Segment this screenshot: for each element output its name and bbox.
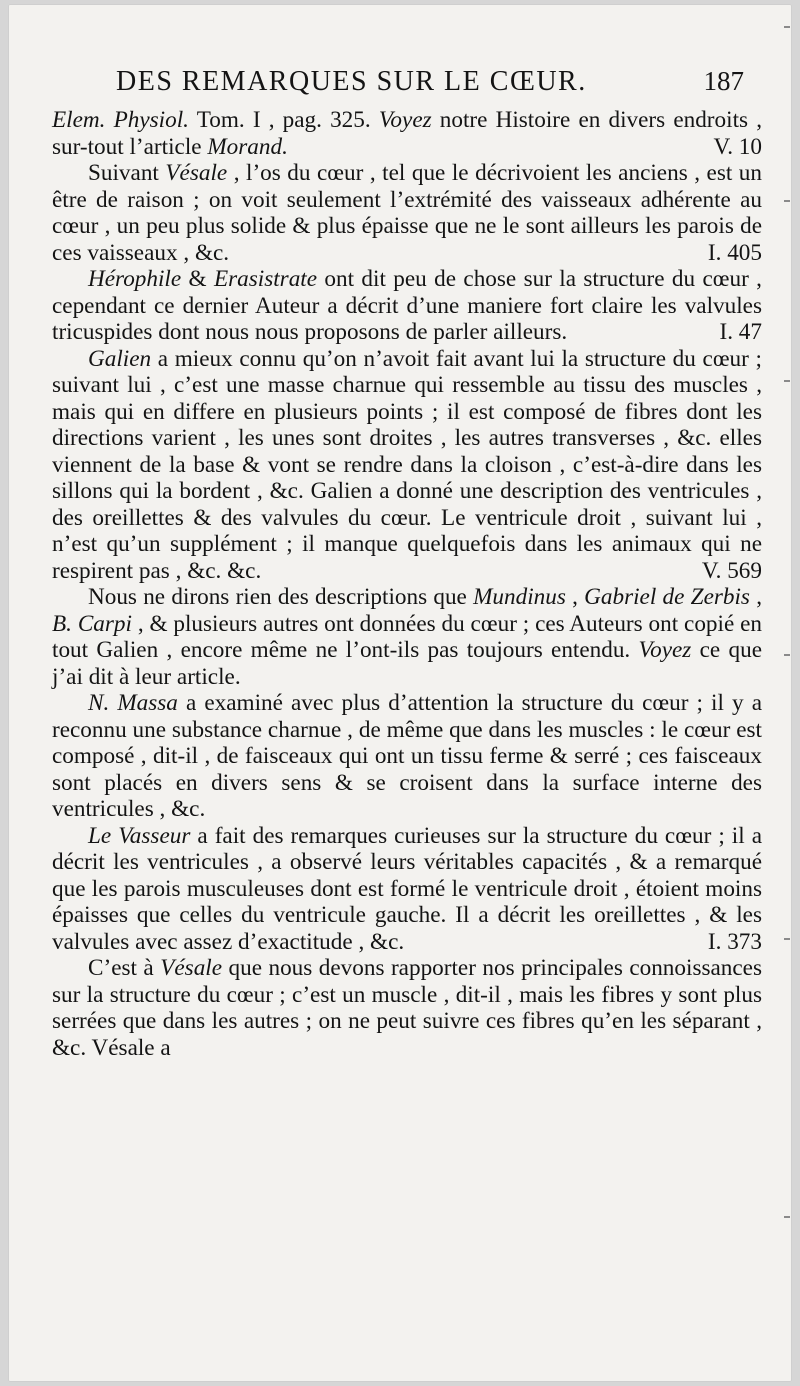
source-reference: V. 569 — [701, 557, 762, 584]
running-title: DES REMARQUES SUR LE CŒUR. — [116, 66, 587, 97]
source-reference: I. 47 — [719, 319, 762, 345]
text-run: Tom. I , pag. 325. — [188, 107, 379, 133]
italic-text: Morand. — [207, 133, 288, 160]
text-run: & — [181, 266, 214, 292]
text-run: ont dit peu de chose sur la structure du cœur , cependant ce dernier Auteur a décrit d’une maniere fort claire les valvules tricuspides dont nous nous proposons de parler ailleurs. — [52, 266, 762, 345]
text-run: Suivant — [88, 160, 166, 186]
italic-text: Elem. Physiol. — [52, 107, 189, 133]
text-run: a mieux connu qu’on n’avoit fait avant lui la structure du cœur ; suivant lui , c’est une masse charnue qui ressemble au tissu des muscles , mais qui en differe en plusieurs points ; il est composé de fibres dont les directions varient , les unes sont droites , les autres transverses , &c. elles viennent de la base & vont se rendre dans la cloison , c’est-à-dire dans les sillons qui la bordent , &c. Galien a donné une description des ventricules , des oreillettes & des valvules du cœur. Le ventricule droit , suivant lui , n’est qu’un supplément ; il manque quelquefois dans les animaux qui ne respirent pas , &c. &c. — [52, 345, 762, 584]
text-run: , l’os du cœur , tel que le décrivoient les anciens , est un être de raison ; on voit seulement l’extrémité des vaisseaux adhérente au cœur , un peu plus solide & plus épaisse que ne le sont ailleurs les parois de ces vaisseaux , &c. — [52, 160, 762, 266]
italic-text: Galien — [88, 345, 152, 372]
running-header — [116, 66, 744, 102]
italic-text: B. Carpi — [52, 610, 132, 637]
source-reference: V. 10 — [713, 133, 762, 160]
italic-text: Le Vasseur — [88, 822, 191, 849]
text-run: C’est à — [88, 955, 161, 981]
book-page — [8, 4, 792, 1382]
paragraph — [52, 823, 762, 956]
text-run: notre Histoire en divers endroits , sur-tout l’article — [52, 107, 762, 160]
page-number: 187 — [703, 66, 744, 96]
paragraph — [52, 266, 762, 346]
italic-text: Vésale — [165, 160, 228, 186]
paragraph — [52, 107, 762, 160]
text-run: a fait des remarques curieuses sur la structure du cœur ; il a décrit les ventricules , a observé leurs véritables capacités , & a remarqué que les parois musculeuses dont est formé le ventricule droit , étoient moins épaisses que celles du ventricule gauche. Il a décrit les oreillettes , & les valvules avec assez d’exactitude , &c. — [52, 822, 762, 955]
italic-text: Voyez — [378, 107, 432, 133]
text-run: que nous devons rapporter nos principales connoissances sur la structure du cœur ; c’est un muscle , dit-il , mais les fibres y sont plus serrées que dans les autres ; on ne peut suivre ces fibres qu’en les séparant , &c. Vésale a — [52, 955, 762, 1061]
italic-text: Erasistrate — [213, 266, 318, 292]
text-run: , — [565, 584, 585, 610]
body-text — [52, 107, 762, 1061]
text-run: , & plusieurs autres ont données du cœur ; ces Auteurs ont copié en tout Galien , encore même ne l’ont-ils pas toujours entendu. — [52, 610, 762, 663]
italic-text: Mundinus — [473, 584, 566, 610]
paragraph — [52, 690, 762, 823]
italic-text: N. Massa — [88, 690, 178, 716]
text-run: ce que j’ai dit à leur article. — [52, 637, 762, 690]
paragraph — [52, 955, 762, 1061]
italic-text: Gabriel de Zerbis — [584, 584, 750, 610]
source-reference: I. 373 — [707, 928, 762, 955]
page-edge — [780, 4, 790, 1382]
italic-text: Hérophile — [88, 266, 182, 292]
text-run: , — [749, 584, 763, 610]
text-run: a examiné avec plus d’attention la structure du cœur ; il y a reconnu une substance charnue , de même que dans les muscles : le cœur est composé , dit-il , de faisceaux qui ont un tissu ferme & serré ; ces faisceaux sont placés en divers sens & se croisent dans la surface interne des ventricules , &c. — [52, 690, 762, 822]
italic-text: Vésale — [160, 955, 223, 981]
paragraph — [52, 584, 762, 690]
text-run: Nous ne dirons rien des descriptions que — [88, 584, 474, 610]
paragraph — [52, 160, 762, 266]
source-reference: I. 405 — [707, 239, 762, 266]
italic-text: Voyez — [638, 637, 692, 663]
paragraph — [52, 346, 762, 585]
